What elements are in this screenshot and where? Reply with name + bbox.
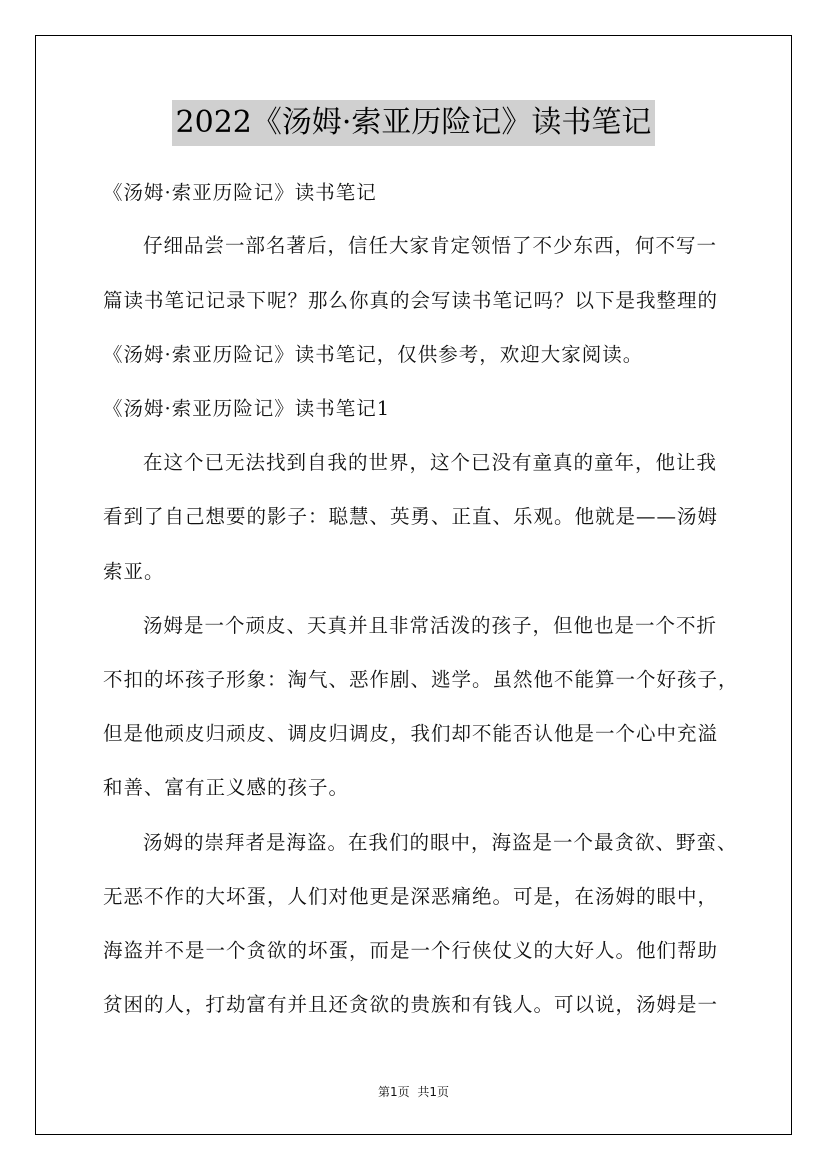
paragraph-line: 不扣的坏孩子形象：淘气、恶作剧、逃学。虽然他不能算一个好孩子， <box>103 668 739 691</box>
paragraph-line: 在这个已无法找到自我的世界，这个已没有童真的童年，他让我 <box>143 451 718 474</box>
paragraph-line: 看到了自己想要的影子：聪慧、英勇、正直、乐观。他就是——汤姆 <box>103 505 719 528</box>
paragraph-line: 篇读书笔记记录下呢？那么你真的会写读书笔记吗？以下是我整理的 <box>103 289 719 312</box>
paragraph-line: 海盗并不是一个贪欲的坏蛋，而是一个行侠仗义的大好人。他们帮助 <box>103 939 719 962</box>
paragraph-line: 无恶不作的大坏蛋，人们对他更是深恶痛绝。可是，在汤姆的眼中， <box>103 885 719 908</box>
paragraph-line: 《汤姆·索亚历险记》读书笔记，仅供参考，欢迎大家阅读。 <box>103 343 644 366</box>
paragraph-line: 但是他顽皮归顽皮、调皮归调皮，我们却不能否认他是一个心中充溢 <box>103 722 719 745</box>
page-footer <box>0 1084 827 1100</box>
paragraph-line: 贫困的人，打劫富有并且还贪欲的贵族和有钱人。可以说，汤姆是一 <box>103 993 719 1016</box>
paragraph-line: 和善、富有正义感的孩子。 <box>103 776 350 799</box>
document-subtitle: 《汤姆·索亚历险记》读书笔记 <box>103 181 377 204</box>
page-total: 共1页 <box>417 1085 450 1099</box>
page-number: 第1页 <box>377 1085 410 1099</box>
paragraph-line: 汤姆是一个顽皮、天真并且非常活泼的孩子，但他也是一个不折 <box>143 614 718 637</box>
paragraph-line: 汤姆的崇拜者是海盗。在我们的眼中，海盗是一个最贪欲、野蛮、 <box>143 831 738 854</box>
paragraph-line: 索亚。 <box>103 560 165 583</box>
section-heading: 《汤姆·索亚历险记》读书笔记1 <box>103 397 391 420</box>
document-title: 2022《汤姆·索亚历险记》读书笔记 <box>172 100 656 146</box>
title-container <box>0 100 827 146</box>
paragraph-line: 仔细品尝一部名著后，信任大家肯定领悟了不少东西，何不写一 <box>143 234 718 257</box>
